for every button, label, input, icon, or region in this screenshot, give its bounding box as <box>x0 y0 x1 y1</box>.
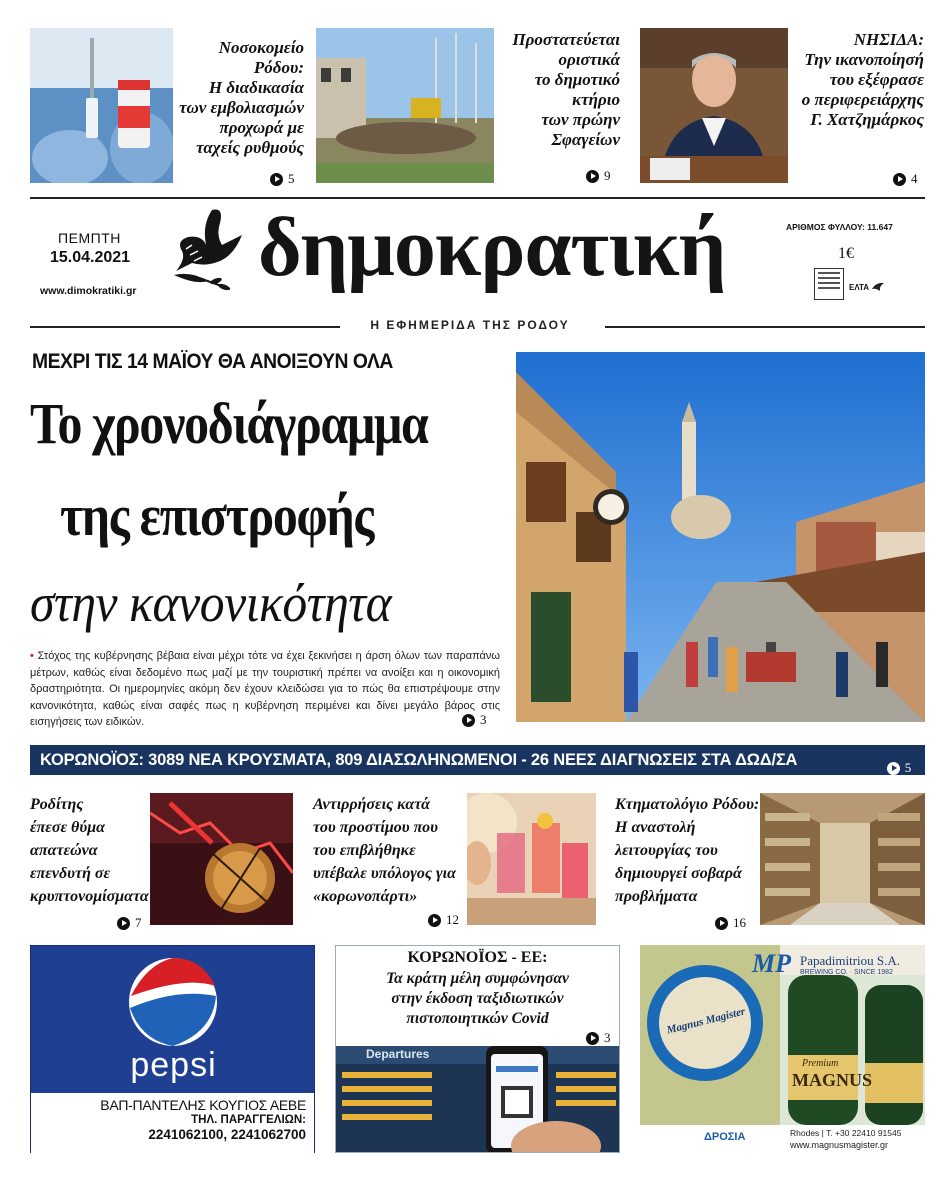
slaughterhouse-photo[interactable] <box>316 28 494 183</box>
dove-logo-icon <box>172 205 254 300</box>
arrow-right-icon <box>462 714 475 727</box>
magnus-website[interactable]: www.magnusmagister.gr <box>790 1140 889 1150</box>
orders-label: ΤΗΛ. ΠΑΡΑΓΓΕΛΙΩΝ: <box>191 1114 306 1126</box>
covid-certificate-box[interactable] <box>335 945 620 1153</box>
arrow-right-icon <box>428 914 441 927</box>
website-link[interactable]: www.dimokratiki.gr <box>40 285 137 297</box>
main-headline-line2[interactable]: της επιστροφής <box>60 483 374 548</box>
arrow-right-icon <box>893 173 906 186</box>
arrow-right-icon <box>887 762 900 775</box>
price: 1€ <box>838 245 854 262</box>
arrow-right-icon <box>715 917 728 930</box>
page-ref[interactable]: 16 <box>715 915 746 931</box>
box-headline: Τα κράτη μέλη συμφώνησαν στην έκδοση ταξιδιωτικών πιστοποιητικών Covid <box>386 970 569 1027</box>
company-tagline: BREWING CO. · SINCE 1982 <box>800 969 893 976</box>
magnus-beer-ad[interactable] <box>640 945 925 1153</box>
main-headline-line3[interactable]: στην κανονικότητα <box>30 573 392 633</box>
issue-day: ΠΕΜΠΤΗ <box>58 230 121 246</box>
departures-label: Departures <box>366 1047 430 1061</box>
departures-board-photo <box>336 1046 620 1153</box>
page-ref[interactable]: 3 <box>462 712 487 728</box>
governor-photo[interactable] <box>640 28 788 183</box>
arrow-right-icon <box>270 173 283 186</box>
masthead-title: δημοκρατική <box>258 201 726 294</box>
slogan: Η ΕΦΗΜΕΡΙΔΑ ΤΗΣ ΡΟΔΟΥ <box>370 318 570 332</box>
issue-date: 15.04.2021 <box>50 249 131 266</box>
arrow-right-icon <box>586 170 599 183</box>
page-ref[interactable]: 9 <box>586 168 611 184</box>
elta-logo: ΕΛΤΑ <box>849 277 889 297</box>
divider <box>605 326 925 328</box>
archive-shelves-photo[interactable] <box>760 793 925 925</box>
story-crypto[interactable]: Ροδίτης έπεσε θύμα απατεώνα επενδυτή σε κρυπτονομίσματα <box>30 796 149 905</box>
teaser-vaccination[interactable]: Νοσοκομείο Ρόδου: Η διαδικασία των εμβολιασμών προχωρά με ταχείς ρυθμούς <box>179 38 304 157</box>
bullet: • <box>30 650 34 662</box>
drosia-logo: ΔΡΟΣΙΑ <box>704 1131 746 1143</box>
pepsi-info-box <box>31 1093 314 1153</box>
story-land-registry[interactable]: Κτηματολόγιο Ρόδου: Η αναστολή λειτουργίας του δημιουργεί σοβαρά προβλήματα <box>615 796 760 905</box>
magnus-badge: Magnus Magister <box>665 1005 747 1037</box>
teaser-governor[interactable]: ΝΗΣΙΔΑ: Την ικανοποίησή του εξέφρασε ο περιφερειάρχης Γ. Χατζημάρκος <box>801 30 924 129</box>
main-headline-line1[interactable]: Το χρονοδιάγραμμα <box>30 391 428 456</box>
page-ref[interactable]: 5 <box>887 753 911 783</box>
distributor-name: ΒΑΠ-ΠΑΝΤΕΛΗΣ ΚΟΥΓΙΟΣ ΑΕΒΕ <box>100 1097 306 1113</box>
arrow-right-icon <box>586 1032 599 1045</box>
box-kicker: ΚΟΡΩΝΟΪΟΣ - ΕΕ: <box>407 949 548 966</box>
main-lead <box>30 648 500 731</box>
magnus-contact: Rhodes | T. +30 22410 91545 <box>790 1128 902 1138</box>
arrow-right-icon <box>117 917 130 930</box>
pepsi-ad[interactable] <box>30 945 315 1153</box>
crypto-photo[interactable] <box>150 793 293 925</box>
main-kicker: ΜΕΧΡΙ ΤΙΣ 14 ΜΑΪΟΥ ΘΑ ΑΝΟΙΞΟΥΝ ΟΛΑ <box>32 350 393 373</box>
pepsi-globe-icon <box>127 956 219 1048</box>
divider <box>30 326 340 328</box>
lead-text: Στόχος της κυβέρνησης βέβαια είναι μέχρι τότε να έχει ξεκινήσει η άρση όλων των παραπάνω μέτρων, καθώς είναι δεδομένο πως μαζί με την τουριστική πρέπει να ανοίξει και η οικονομική δραστηριότητα. Οι ημερομηνίες ακόμη δεν έχουν κλειδώσει για το πώς θα επιστρέψουμε στην κανονικότητα, καθώς είναι σαφές πως η κυβέρνηση περιμένει και δίνει μεγάλο βάρος στις εισηγήσεις των ειδικών. <box>30 650 500 728</box>
issue-number: ΑΡΙΘΜΟΣ ΦΥΛΛΟΥ: 11.647 <box>786 222 893 232</box>
cocktails-photo[interactable] <box>467 793 596 925</box>
rhodes-old-town-photo[interactable] <box>516 352 925 722</box>
order-phones: 2241062100, 2241062700 <box>148 1127 306 1142</box>
page-ref[interactable]: 5 <box>270 171 295 187</box>
premium-label: Premium <box>802 1058 839 1069</box>
bird-icon <box>871 281 885 293</box>
page-ref[interactable]: 3 <box>586 1030 611 1046</box>
vaccine-photo[interactable] <box>30 28 173 183</box>
page-ref[interactable]: 7 <box>117 915 142 931</box>
company-name: Papadimitriou S.A. <box>800 953 901 968</box>
story-covid-party[interactable]: Αντιρρήσεις κατά του προστίμου που του επιβλήθηκε υπέβαλε υπόλογος για «κορωνοπάρτι» <box>313 796 456 905</box>
magnus-label: MAGNUS <box>792 1070 872 1090</box>
covid-cases-banner[interactable]: ΚΟΡΩΝΟΪΟΣ: 3089 ΝΕΑ ΚΡΟΥΣΜΑΤΑ, 809 ΔΙΑΣΩΛΗΝΩΜΕΝΟΙ - 26 ΝΕΕΣ ΔΙΑΓΝΩΣΕΙΣ ΣΤΑ ΔΩΔ/ΣΑ 5 <box>30 745 925 775</box>
page-ref[interactable]: 12 <box>428 912 459 928</box>
page-ref[interactable]: 4 <box>893 171 918 187</box>
mp-logo: MP <box>752 949 791 978</box>
pepsi-wordmark: pepsi <box>130 1046 217 1084</box>
postage-stamp <box>814 268 844 300</box>
teaser-slaughterhouse[interactable]: Προστατεύεται οριστικά το δημοτικό κτήριο των πρώην Σφαγείων <box>512 30 620 149</box>
